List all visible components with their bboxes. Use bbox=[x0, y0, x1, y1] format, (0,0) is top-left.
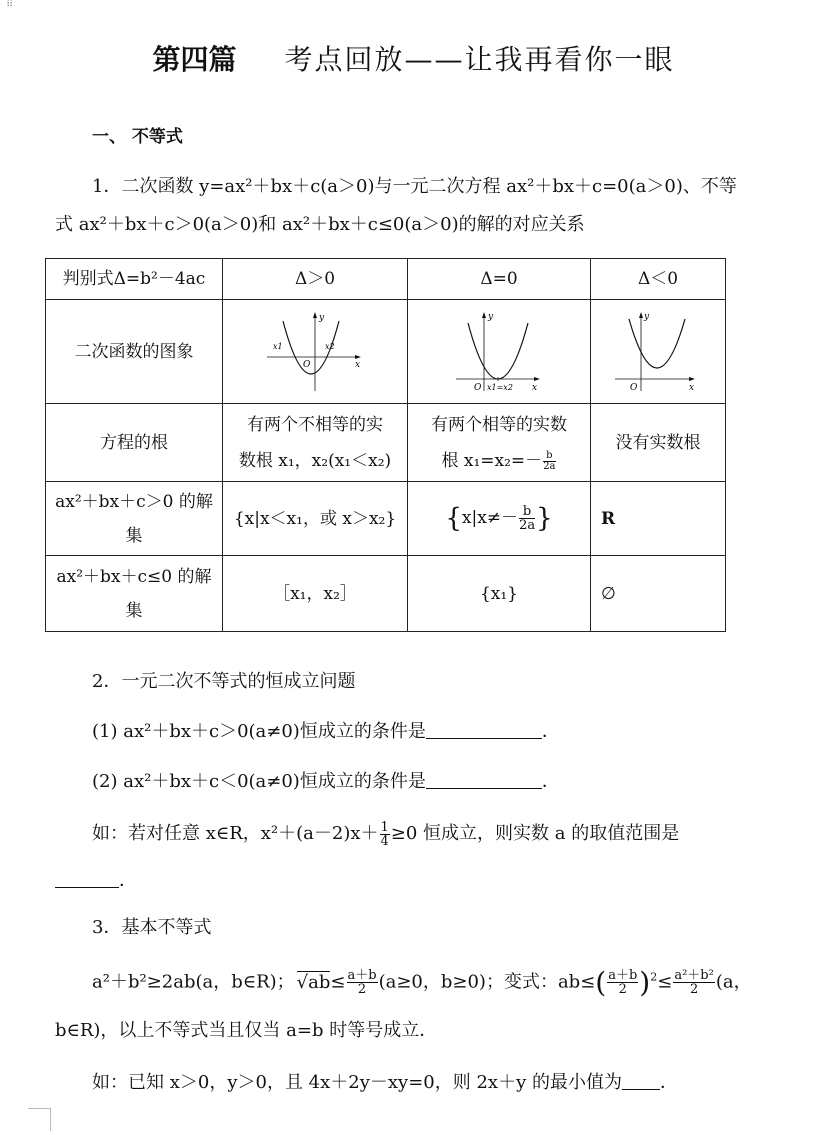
gt-double-root-cell bbox=[408, 482, 591, 556]
axis-label-y: y bbox=[488, 311, 494, 322]
table-row-roots bbox=[46, 404, 726, 482]
page-title bbox=[0, 38, 827, 78]
fraction-denominator: 2 bbox=[357, 982, 367, 997]
roots-double-prefix: 根 x₁=x₂=－ bbox=[441, 450, 543, 471]
item2-heading: 2．一元二次不等式的恒成立问题 bbox=[92, 671, 356, 692]
root-label-x2: x2 bbox=[325, 341, 335, 351]
origin-label: O bbox=[303, 359, 311, 370]
q2-text: (2) ax²＋bx＋c＜0(a≠0)恒成立的条件是 bbox=[92, 771, 426, 792]
gt-two-roots-cell: {x|x＜x₁，或 x＞x₂} bbox=[223, 482, 408, 556]
left-brace: { bbox=[445, 503, 462, 534]
origin-label: O bbox=[474, 382, 482, 393]
section-heading: 一、 不等式 bbox=[92, 127, 183, 147]
root-label-x1x2: x1=x2 bbox=[487, 382, 513, 392]
row-label-line2: 集 bbox=[125, 600, 143, 621]
fraction-denominator: 2 bbox=[689, 982, 699, 997]
example-suffix: ≥0 恒成立，则实数 a 的取值范围是 bbox=[390, 823, 680, 844]
left-paren: ( bbox=[595, 966, 607, 999]
row-label bbox=[46, 556, 223, 632]
fraction-b-over-2a bbox=[543, 451, 555, 472]
row-label-line1: ax²＋bx＋c＞0 的解 bbox=[55, 491, 213, 512]
formula-part2: ≤ bbox=[330, 971, 346, 993]
fraction-denominator: 2a bbox=[543, 460, 556, 472]
item3-formula-line2: b∈R)，以上不等式当且仅当 a=b 时等号成立． bbox=[55, 1020, 438, 1041]
item2-question2: (2) ax²＋bx＋c＜0(a≠0)恒成立的条件是 ． bbox=[92, 771, 560, 792]
item1-line2: 式 ax²＋bx＋c＞0(a＞0)和 ax²＋bx＋c≤0(a＞0)的解的对应关系 bbox=[55, 214, 585, 235]
sqrt-ab: √ab bbox=[296, 971, 331, 993]
axis-label-x: x bbox=[355, 359, 361, 370]
item3-example bbox=[92, 1068, 678, 1094]
example-prefix: 如：若对任意 x∈R，x²＋(a－2)x＋ bbox=[92, 823, 379, 844]
example-text: 如：已知 x＞0，y＞0，且 4x＋2y－xy=0，则 2x＋y 的最小值为 bbox=[92, 1072, 622, 1093]
q1-text: (1) ax²＋bx＋c＞0(a≠0)恒成立的条件是 bbox=[92, 721, 426, 742]
right-brace: } bbox=[536, 503, 553, 534]
fraction-numerator: a＋b bbox=[608, 968, 638, 983]
item2-example-answer: ． bbox=[55, 866, 137, 892]
parabola-two-roots-graph bbox=[263, 309, 367, 395]
drag-handle-icon[interactable]: ⠿ bbox=[6, 0, 13, 10]
fraction-square-sum-over-2 bbox=[673, 969, 715, 996]
fraction-numerator: a²＋b² bbox=[674, 968, 714, 983]
fraction-denominator: 2a bbox=[519, 518, 536, 534]
roots-double-line1: 有两个相等的实数 bbox=[431, 414, 567, 435]
sqrt-radicand: ab bbox=[308, 971, 331, 993]
roots-double-line2 bbox=[414, 443, 584, 479]
roots-double-cell bbox=[408, 404, 591, 482]
answer-blank[interactable] bbox=[622, 1073, 660, 1090]
header-cell: Δ＜0 bbox=[591, 259, 726, 300]
fraction-b-over-2a bbox=[519, 505, 535, 532]
fraction-numerator: b bbox=[543, 451, 555, 462]
formula-part3: (a≥0，b≥0)；变式：ab≤ bbox=[378, 971, 596, 993]
fraction-numerator: a＋b bbox=[347, 968, 377, 983]
root-label-x1: x1 bbox=[273, 341, 283, 351]
header-cell: 判别式Δ=b²－4ac bbox=[46, 259, 223, 300]
fraction-denominator: 2 bbox=[618, 982, 627, 997]
le-two-roots-cell: ［x₁，x₂］ bbox=[223, 556, 408, 632]
page-corner-mark bbox=[28, 1108, 51, 1131]
gt-double-prefix: x|x≠－ bbox=[461, 508, 519, 529]
item2-example bbox=[92, 819, 679, 848]
table-row-header bbox=[46, 259, 726, 300]
item3-heading: 3．基本不等式 bbox=[92, 917, 212, 938]
formula-part4: ≤ bbox=[657, 971, 673, 993]
formula-part5: (a， bbox=[715, 971, 752, 993]
answer-blank[interactable] bbox=[55, 871, 119, 888]
relation-table bbox=[45, 258, 726, 632]
right-paren: ) bbox=[639, 966, 651, 999]
table-row-le bbox=[46, 556, 726, 632]
header-cell: Δ=0 bbox=[408, 259, 591, 300]
fraction-numerator: b bbox=[519, 505, 535, 519]
answer-blank[interactable] bbox=[426, 772, 542, 789]
parabola-no-root-graph bbox=[613, 309, 703, 395]
graph-cell-no-root bbox=[591, 300, 726, 404]
item1-line1: 1．二次函数 y=ax²＋bx＋c(a＞0)与一元二次方程 ax²＋bx＋c=0(a＞0)、不等 bbox=[92, 176, 737, 197]
graph-cell-two-roots bbox=[223, 300, 408, 404]
roots-two-cell bbox=[223, 404, 408, 482]
fraction-a-plus-b-over-2 bbox=[607, 969, 638, 996]
header-cell: Δ＞0 bbox=[223, 259, 408, 300]
axis-label-x: x bbox=[532, 382, 538, 393]
gt-no-root-cell: R bbox=[591, 482, 726, 556]
axis-label-x: x bbox=[689, 382, 695, 393]
fraction-denominator: 4 bbox=[380, 833, 389, 849]
title-sub: 考点回放——让我再看你一眼 bbox=[284, 43, 675, 76]
title-main: 第四篇 bbox=[152, 43, 237, 76]
answer-blank[interactable] bbox=[426, 722, 542, 739]
item3-formula-line1: a²＋b²≥2ab(a，b∈R)； √ab≤ $\frac{a+b}{2}$ (a≥0，b≥0)；变式：ab≤( $\frac{a+b}{2}$ )$^2$≤ $\frac{\text{a²＋b²}}{2}$ (a， bbox=[92, 966, 752, 999]
roots-two-line2: 数根 x₁，x₂(x₁＜x₂) bbox=[238, 450, 392, 471]
row-label bbox=[46, 482, 223, 556]
fraction-a-plus-b-over-2 bbox=[347, 969, 378, 996]
parabola-double-root-graph bbox=[454, 309, 544, 395]
fraction-one-quarter bbox=[380, 821, 390, 848]
origin-label: O bbox=[630, 382, 638, 393]
le-double-root-cell: {x₁} bbox=[408, 556, 591, 632]
row-label: 二次函数的图象 bbox=[46, 300, 223, 404]
formula-part1: a²＋b²≥2ab(a，b∈R)； bbox=[92, 971, 295, 993]
example-period: ． bbox=[659, 1072, 678, 1093]
row-label: 方程的根 bbox=[46, 404, 223, 482]
fraction-numerator: 1 bbox=[380, 819, 389, 835]
axis-label-y: y bbox=[319, 312, 325, 323]
graph-cell-double-root bbox=[408, 300, 591, 404]
le-no-root-cell: ∅ bbox=[591, 556, 726, 632]
row-label-line2: 集 bbox=[125, 525, 143, 546]
item2-question1: (1) ax²＋bx＋c＞0(a≠0)恒成立的条件是 ． bbox=[92, 721, 560, 742]
roots-two-line1: 有两个不相等的实 bbox=[247, 414, 383, 435]
table-row-graphs bbox=[46, 300, 726, 404]
table-row-gt bbox=[46, 482, 726, 556]
roots-none-cell: 没有实数根 bbox=[591, 404, 726, 482]
axis-label-y: y bbox=[644, 311, 650, 322]
row-label-line1: ax²＋bx＋c≤0 的解 bbox=[56, 566, 212, 587]
